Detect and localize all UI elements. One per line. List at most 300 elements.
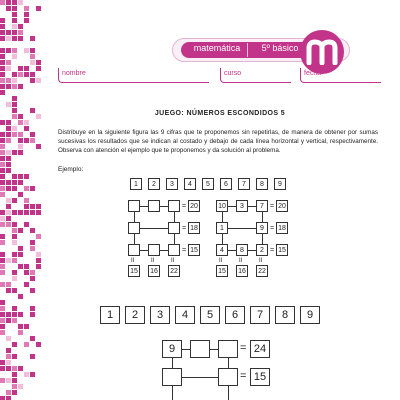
decor-pixel [0, 240, 5, 245]
problem-cell[interactable] [218, 368, 238, 386]
grid-connector [134, 234, 135, 244]
decor-pixel [6, 0, 11, 5]
grid-connector [182, 349, 190, 350]
row-result-box: 15 [188, 244, 200, 256]
decor-pixel [12, 108, 17, 113]
decor-pixel [24, 210, 29, 215]
decor-pixel [30, 336, 35, 341]
decor-pixel [12, 288, 17, 293]
decor-pixel [12, 36, 17, 41]
decor-pixel [24, 264, 29, 269]
decor-pixel [0, 234, 5, 239]
decor-pixel [6, 60, 11, 65]
decor-pixel [6, 210, 11, 215]
decor-pixel [24, 126, 29, 131]
column-result-box: 22 [256, 265, 268, 277]
decor-pixel [6, 66, 11, 71]
problem-cell[interactable] [190, 340, 210, 358]
grid-connector [182, 377, 218, 378]
problem-cell[interactable] [218, 340, 238, 358]
decor-pixel [36, 66, 41, 71]
decor-pixel [12, 96, 17, 101]
equals-sign: = [240, 342, 247, 354]
grid-cell: 7 [256, 200, 268, 212]
decor-pixel [24, 18, 29, 23]
decor-pixel [12, 24, 17, 29]
decor-pixel [6, 378, 11, 383]
decor-pixel [12, 54, 17, 59]
grid-connector [174, 234, 175, 244]
decor-pixel [12, 312, 17, 317]
decor-pixel [6, 126, 11, 131]
grid-connector [262, 234, 263, 244]
decor-pixel [24, 48, 29, 53]
grid-connector [228, 228, 256, 229]
equals-vertical: II [171, 258, 175, 264]
decor-pixel [24, 72, 29, 77]
grid-connector [140, 250, 148, 251]
decor-pixel [0, 318, 5, 323]
decor-pixel [12, 210, 17, 215]
page-title: JUEGO: NÚMEROS ESCONDIDOS 5 [154, 110, 286, 117]
grid-connector [210, 349, 218, 350]
decor-pixel [0, 72, 5, 77]
decor-pixel [18, 246, 23, 251]
grid-connector [222, 234, 223, 244]
grid-cell [168, 244, 180, 256]
decor-pixel [30, 48, 35, 53]
problem-cell[interactable] [162, 368, 182, 386]
decor-pixel [24, 324, 29, 329]
decor-pixel [24, 66, 29, 71]
decor-pixel [6, 360, 11, 365]
decor-pixel [24, 186, 29, 191]
decor-pixel [6, 396, 11, 400]
decor-pixel [6, 162, 11, 167]
decor-pixel [0, 306, 5, 311]
decor-pixel [12, 252, 17, 257]
decor-pixel [18, 30, 23, 35]
decor-pixel [12, 372, 17, 377]
row-result-box: 18 [276, 222, 288, 234]
decor-pixel [12, 174, 17, 179]
decor-pixel [0, 192, 5, 197]
grid-connector [160, 206, 168, 207]
decor-pixel [0, 360, 5, 365]
name-field-label[interactable]: nombre [62, 70, 86, 77]
row-result-box: 18 [188, 222, 200, 234]
row-result-box: 15 [276, 244, 288, 256]
decor-pixel [0, 270, 5, 275]
decor-pixel [6, 156, 11, 161]
decor-pixel [0, 330, 5, 335]
decor-pixel [30, 240, 35, 245]
subject-label: matemática [193, 43, 241, 53]
decor-pixel [30, 138, 35, 143]
decor-pixel [0, 180, 5, 185]
instructions-text: Distribuye en la siguiente figura las 9 cifras que te proponemos sin repetirlas, de manera de obtener por sumas sucesivas los resultados que se indican al costado y debajo de cada línea horizontal y vertical, respectivamente. Observa con atención el ejemplo que te proponemos y da solución al problema. [58, 129, 378, 154]
grid-cell: 9 [256, 222, 268, 234]
equals-sign: = [182, 247, 187, 254]
decor-pixel [6, 180, 11, 185]
decor-pixel [36, 342, 41, 347]
decor-pixel [6, 282, 11, 287]
decor-pixel [18, 330, 23, 335]
decor-pixel [12, 276, 17, 281]
decor-pixel [18, 312, 23, 317]
decor-pixel [12, 390, 17, 395]
decor-pixel [30, 246, 35, 251]
decor-pixel [24, 174, 29, 179]
example-digit-box: 1 [130, 178, 142, 190]
grid-connector [174, 212, 175, 222]
grid-connector [172, 358, 173, 368]
decor-pixel [18, 72, 23, 77]
decor-pixel [30, 354, 35, 359]
decor-pixel [12, 126, 17, 131]
decor-pixel [0, 156, 5, 161]
decor-pixel [0, 168, 5, 173]
decor-pixel [0, 132, 5, 137]
decor-pixel [6, 258, 11, 263]
grid-connector [222, 212, 223, 222]
grid-connector [228, 358, 229, 368]
problem-digit-box[interactable]: 3 [150, 306, 170, 324]
equals-sign: = [270, 203, 275, 210]
equals-vertical: II [259, 258, 263, 264]
problem-digit-box[interactable]: 1 [100, 306, 120, 324]
decor-pixel [0, 174, 5, 179]
grid-cell: 3 [236, 200, 248, 212]
decor-pixel [24, 6, 29, 11]
example-digit-box: 7 [238, 178, 250, 190]
row-result-box: 24 [250, 340, 270, 358]
decor-pixel [0, 138, 5, 143]
decor-pixel [36, 210, 41, 215]
decor-pixel [12, 180, 17, 185]
decor-pixel [30, 228, 35, 233]
decor-pixel [0, 144, 5, 149]
decor-pixel [12, 366, 17, 371]
decor-pixel [6, 36, 11, 41]
decor-pixel [12, 6, 17, 11]
grid-cell [148, 200, 160, 212]
example-digit-box: 5 [202, 178, 214, 190]
decor-pixel [36, 60, 41, 65]
decor-pixel [6, 366, 11, 371]
grid-connector [134, 212, 135, 222]
decor-pixel [6, 132, 11, 137]
decor-pixel [0, 258, 5, 263]
grid-connector [160, 250, 168, 251]
decor-pixel [12, 354, 17, 359]
decor-pixel [12, 186, 17, 191]
example-digit-box: 9 [274, 178, 286, 190]
decor-pixel [36, 6, 41, 11]
decor-pixel [0, 216, 5, 221]
problem-digit-box[interactable]: 9 [300, 306, 320, 324]
decor-pixel [6, 168, 11, 173]
grid-cell: 10 [216, 200, 228, 212]
decor-pixel [0, 24, 5, 29]
decor-pixel [12, 342, 17, 347]
decor-pixel [18, 36, 23, 41]
column-result-box: 22 [168, 265, 180, 277]
decor-pixel [36, 144, 41, 149]
decor-pixel [0, 396, 5, 400]
decor-pixel [30, 72, 35, 77]
problem-digit-box[interactable]: 4 [175, 306, 195, 324]
grid-cell [128, 222, 140, 234]
decor-pixel [18, 210, 23, 215]
decor-pixel [36, 204, 41, 209]
grid-connector [248, 206, 256, 207]
example-digit-box: 2 [148, 178, 160, 190]
decor-pixel [0, 210, 5, 215]
decor-pixel [18, 24, 23, 29]
decor-pixel [0, 162, 5, 167]
decor-pixel [6, 222, 11, 227]
decor-pixel [6, 312, 11, 317]
decor-pixel [12, 72, 17, 77]
example-digit-box: 8 [256, 178, 268, 190]
decor-pixel [24, 222, 29, 227]
decor-pixel [12, 306, 17, 311]
decor-pixel [12, 198, 17, 203]
decor-pixel [18, 114, 23, 119]
decor-pixel [24, 282, 29, 287]
decor-pixel [0, 282, 5, 287]
decor-pixel [6, 348, 11, 353]
grid-connector [248, 250, 256, 251]
equals-sign: = [270, 247, 275, 254]
decor-pixel [24, 198, 29, 203]
decor-pixel [30, 54, 35, 59]
grid-connector [172, 386, 173, 400]
decor-pixel [0, 18, 5, 23]
decor-pixel [6, 186, 11, 191]
decor-pixel [30, 306, 35, 311]
decor-pixel [0, 366, 5, 371]
decor-pixel [6, 204, 11, 209]
grid-connector [140, 228, 168, 229]
decor-pixel [0, 90, 5, 95]
decor-pixel [12, 48, 17, 53]
decor-pixel [36, 258, 41, 263]
equals-sign: = [182, 225, 187, 232]
decor-pixel [12, 18, 17, 23]
decor-pixel [36, 234, 41, 239]
row-result-box: 20 [276, 200, 288, 212]
grid-cell [168, 222, 180, 234]
decor-pixel [12, 12, 17, 17]
decor-pixel [0, 150, 5, 155]
decor-pixel [18, 180, 23, 185]
equals-sign: = [270, 225, 275, 232]
grid-cell: 4 [216, 244, 228, 256]
decor-pixel [18, 132, 23, 137]
decor-pixel [18, 144, 23, 149]
decor-pixel [30, 60, 35, 65]
decor-pixel [18, 294, 23, 299]
equals-vertical: II [151, 258, 155, 264]
problem-digit-box[interactable]: 2 [125, 306, 145, 324]
column-result-box: 15 [216, 265, 228, 277]
decor-pixel [12, 132, 17, 137]
decor-pixel [0, 54, 5, 59]
decor-pixel [12, 222, 17, 227]
decor-pixel [0, 78, 5, 83]
decor-pixel [6, 390, 11, 395]
example-digit-box: 3 [166, 178, 178, 190]
decor-pixel [12, 0, 17, 5]
decor-pixel [24, 120, 29, 125]
decor-pixel [12, 258, 17, 263]
decor-pixel [6, 84, 11, 89]
decor-pixel [0, 66, 5, 71]
decor-pixel [6, 138, 11, 143]
decor-pixel [6, 48, 11, 53]
decor-pixel [12, 270, 17, 275]
decor-pixel [36, 252, 41, 257]
equals-vertical: II [131, 258, 135, 264]
decor-pixel [18, 384, 23, 389]
decor-pixel [30, 210, 35, 215]
row-result-box: 20 [188, 200, 200, 212]
decor-pixel [18, 324, 23, 329]
decor-pixel [6, 30, 11, 35]
decor-pixel [36, 114, 41, 119]
problem-digit-box[interactable]: 7 [250, 306, 270, 324]
decor-pixel [30, 36, 35, 41]
decor-pixel [6, 336, 11, 341]
decor-pixel [6, 354, 11, 359]
decor-pixel [0, 36, 5, 41]
decor-pixel [0, 300, 5, 305]
decor-pixel [0, 0, 5, 5]
decor-pixel [18, 228, 23, 233]
grid-cell [168, 200, 180, 212]
grid-connector [228, 386, 229, 400]
decor-pixel [18, 66, 23, 71]
decor-pixel [0, 48, 5, 53]
decor-pixel [18, 138, 23, 143]
decor-pixel [18, 0, 23, 5]
decor-pixel [24, 270, 29, 275]
header-divider [247, 43, 248, 57]
decor-pixel [30, 312, 35, 317]
decor-pixel [24, 342, 29, 347]
decor-pixel [12, 102, 17, 107]
decor-pixel [0, 324, 5, 329]
decor-pixel [30, 276, 35, 281]
row-result-box: 15 [250, 368, 270, 386]
decor-pixel [24, 138, 29, 143]
decor-pixel [0, 264, 5, 269]
example-label: Ejemplo: [58, 166, 84, 173]
equals-vertical: II [219, 258, 223, 264]
decor-pixel [18, 252, 23, 257]
grid-cell: 8 [236, 244, 248, 256]
grid-cell [128, 244, 140, 256]
date-field-label[interactable]: fecha [304, 70, 322, 77]
decor-pixel [12, 234, 17, 239]
decor-pixel [30, 132, 35, 137]
decor-pixel [6, 198, 11, 203]
decor-pixel [12, 114, 17, 119]
grade-label: 5º básico [261, 43, 299, 53]
decor-pixel [6, 120, 11, 125]
decor-pixel [30, 288, 35, 293]
column-result-box: 16 [236, 265, 248, 277]
logo-m-icon [306, 39, 338, 65]
decor-pixel [18, 84, 23, 89]
grid-cell [148, 244, 160, 256]
decor-pixel [0, 60, 5, 65]
decor-pixel [12, 318, 17, 323]
decor-pixel [12, 378, 17, 383]
decor-pixel [12, 228, 17, 233]
decor-pixel [30, 108, 35, 113]
decor-pixel [36, 264, 41, 269]
grid-connector [140, 206, 148, 207]
decor-pixel [6, 78, 11, 83]
decor-pixel [24, 204, 29, 209]
decor-pixel [6, 102, 11, 107]
course-field-label[interactable]: curso [224, 70, 242, 77]
decor-pixel [18, 174, 23, 179]
decor-pixel [30, 186, 35, 191]
decor-pixel [6, 6, 11, 11]
decor-pixel [6, 288, 11, 293]
decor-pixel [6, 216, 11, 221]
equals-sign: = [240, 370, 247, 382]
grid-connector [262, 212, 263, 222]
problem-digit-box[interactable]: 6 [225, 306, 245, 324]
decor-pixel [36, 78, 41, 83]
grid-cell: 1 [216, 222, 228, 234]
grid-connector [228, 250, 236, 251]
decor-pixel [24, 12, 29, 17]
problem-digit-box[interactable]: 5 [200, 306, 220, 324]
decor-pixel [0, 312, 5, 317]
decor-pixel [30, 204, 35, 209]
decor-pixel [0, 252, 5, 257]
decor-pixel [12, 84, 17, 89]
decor-pixel [6, 318, 11, 323]
decor-pixel [30, 372, 35, 377]
decorative-pixel-strip [0, 0, 42, 400]
decor-pixel [12, 30, 17, 35]
decor-pixel [24, 372, 29, 377]
column-result-box: 16 [148, 265, 160, 277]
equals-sign: = [182, 203, 187, 210]
example-digit-box: 6 [220, 178, 232, 190]
decor-pixel [30, 270, 35, 275]
grid-cell [128, 200, 140, 212]
decor-pixel [0, 30, 5, 35]
decor-pixel [18, 120, 23, 125]
decor-pixel [0, 378, 5, 383]
problem-cell[interactable]: 9 [162, 340, 182, 358]
problem-digit-box[interactable]: 8 [275, 306, 295, 324]
column-result-box: 15 [128, 265, 140, 277]
equals-vertical: II [239, 258, 243, 264]
decor-pixel [12, 150, 17, 155]
decor-pixel [0, 222, 5, 227]
grid-cell: 2 [256, 244, 268, 256]
decor-pixel [18, 366, 23, 371]
